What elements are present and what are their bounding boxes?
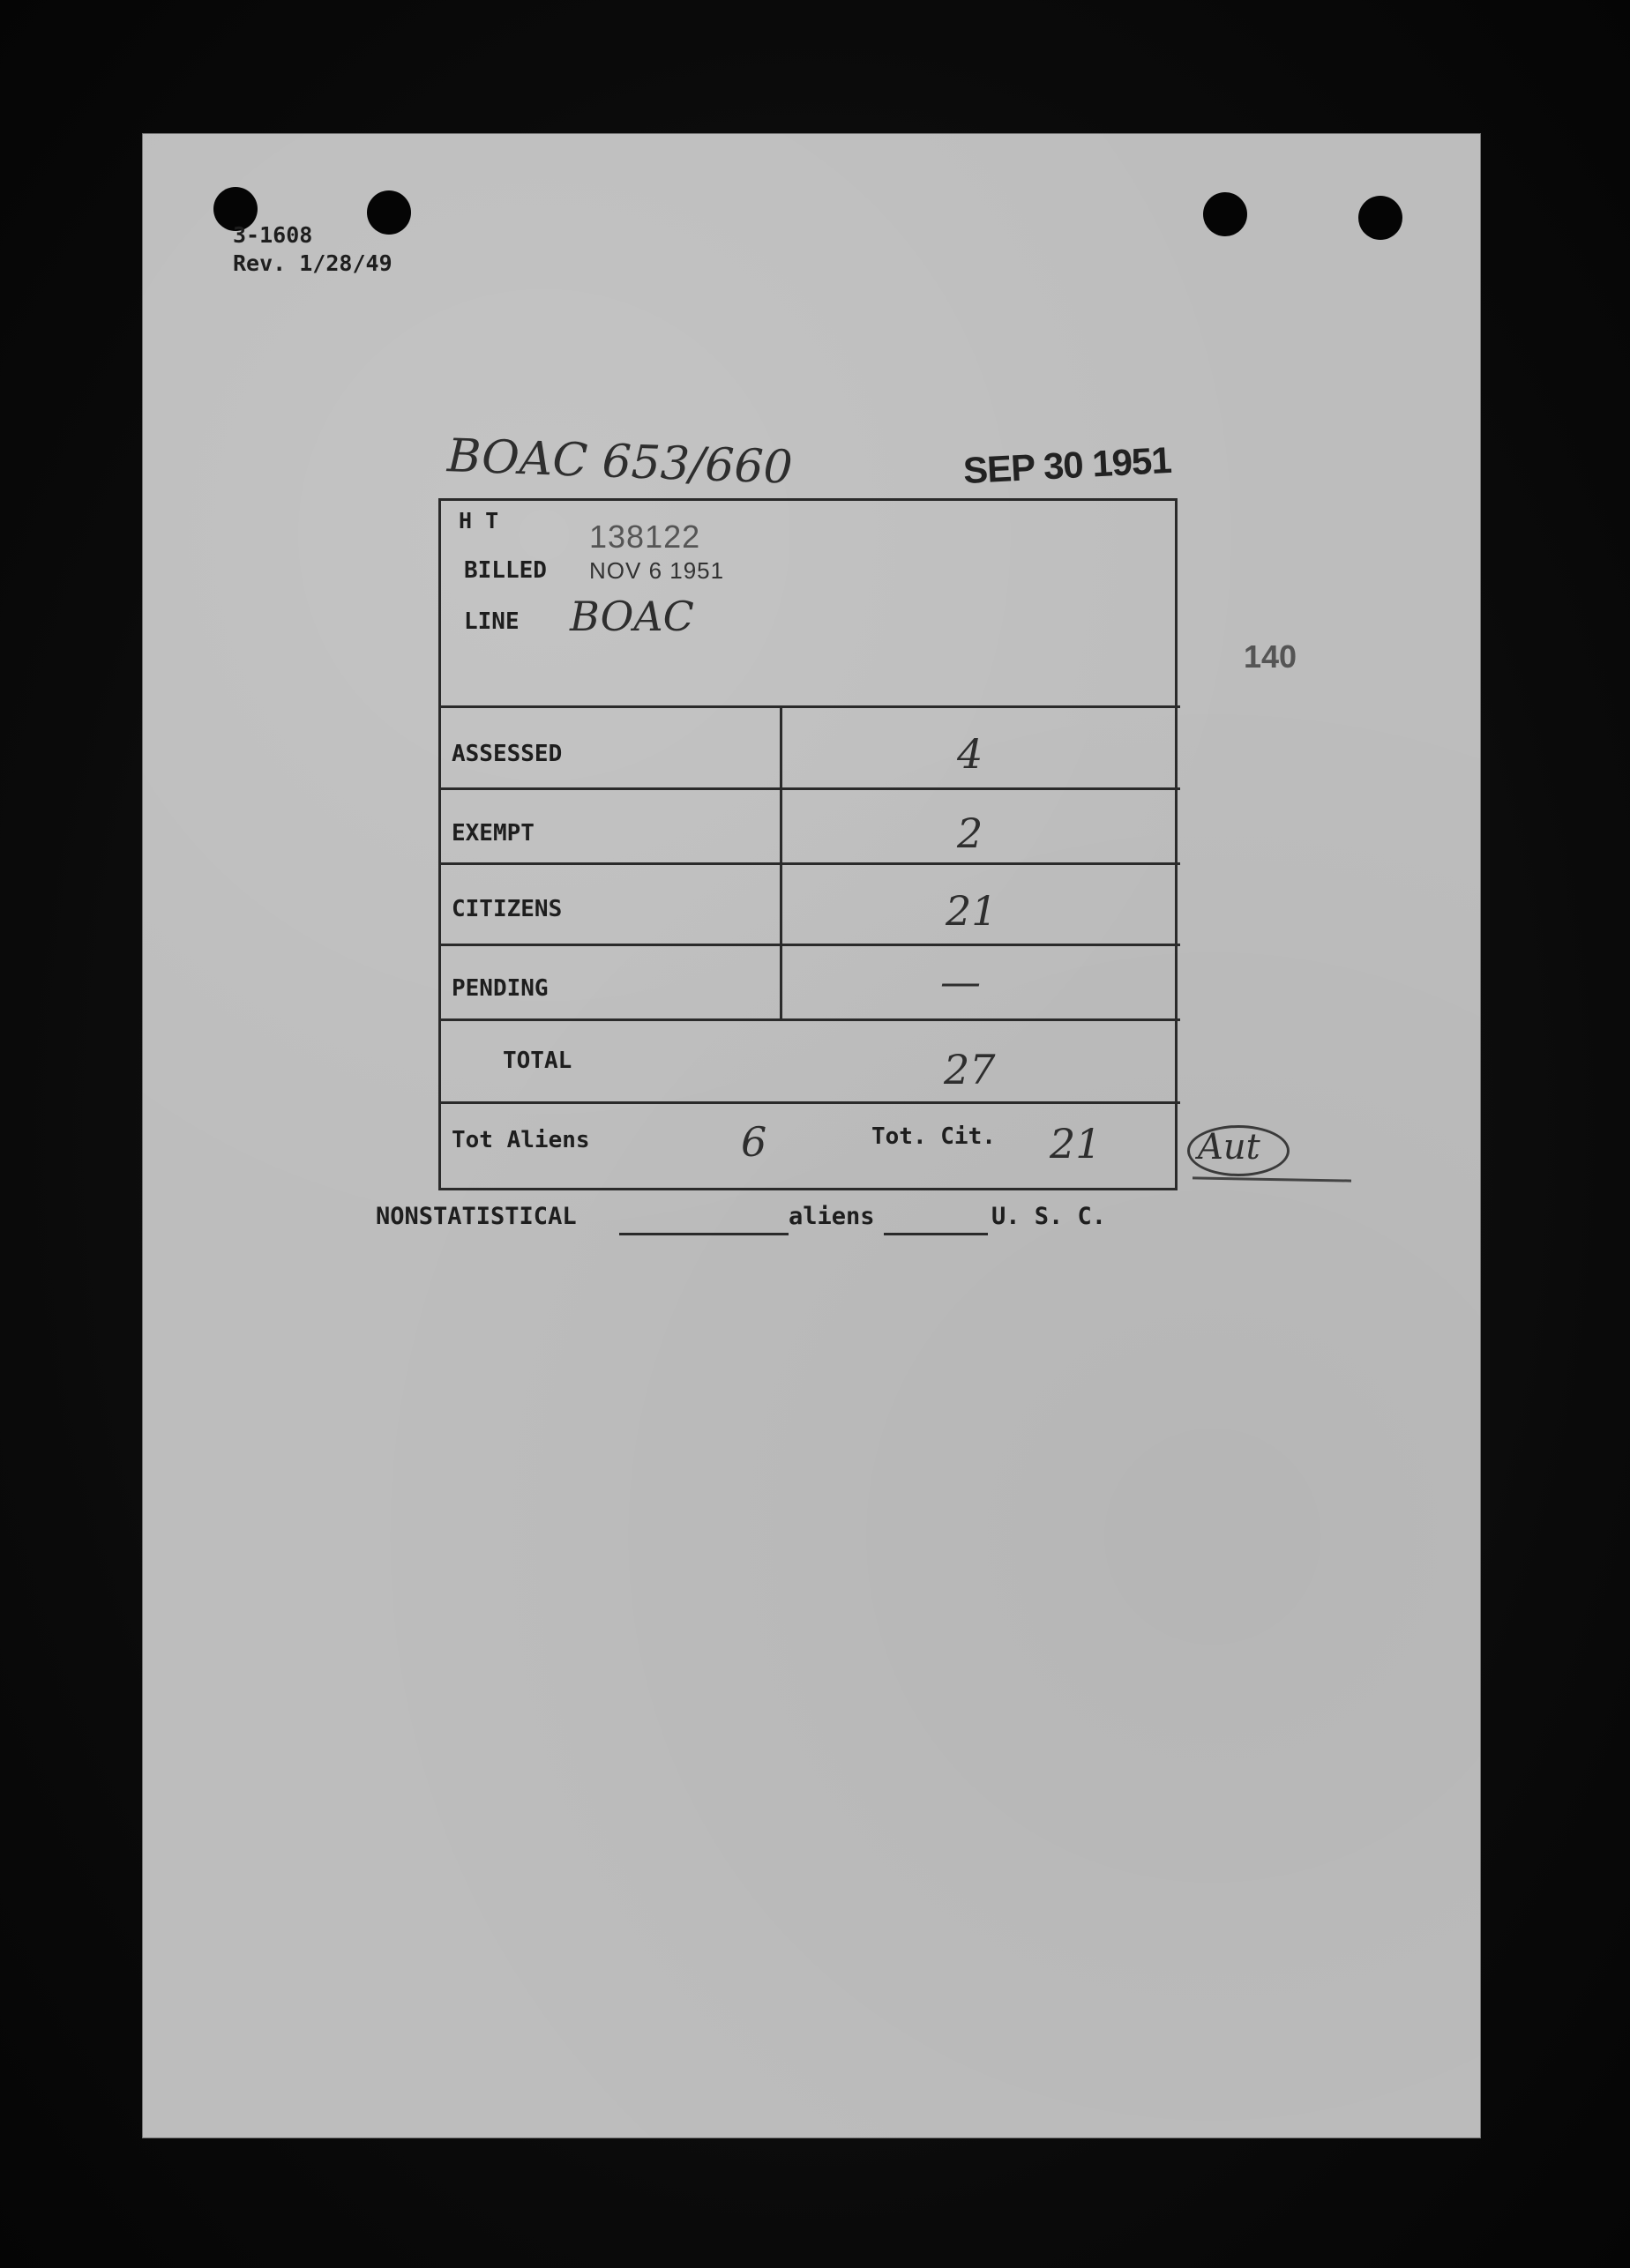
aliens-label: aliens: [789, 1203, 875, 1230]
tot-cit-label: Tot. Cit.: [871, 1123, 996, 1150]
total-label: TOTAL: [503, 1048, 572, 1074]
row-label-citizens: CITIZENS: [452, 896, 563, 922]
ht-value: 138122: [589, 519, 701, 555]
tot-cit-value: 21: [1050, 1120, 1102, 1168]
tot-aliens-value: 6: [741, 1118, 767, 1166]
row-divider: [441, 862, 1180, 865]
punch-hole: [1358, 196, 1402, 240]
form-revision: Rev. 1/28/49: [233, 250, 393, 276]
billed-label: BILLED: [464, 557, 547, 584]
row-value-citizens: 21: [946, 887, 998, 935]
row-label-pending: PENDING: [452, 975, 549, 1002]
nonstatistical-label: NONSTATISTICAL: [376, 1203, 577, 1230]
row-label-exempt: EXEMPT: [452, 820, 535, 847]
row-divider: [441, 787, 1180, 790]
punch-hole: [367, 190, 411, 235]
total-value: 27: [944, 1046, 996, 1093]
punch-hole: [1203, 192, 1247, 236]
usc-label: U. S. C.: [991, 1203, 1107, 1230]
aliens-blank: [884, 1233, 988, 1235]
line-value: BOAC: [570, 593, 694, 640]
form-number: 3-1608: [233, 222, 313, 248]
initials-underline: [1193, 1176, 1351, 1182]
section-divider: [441, 705, 1180, 708]
tally-form-box: [438, 498, 1178, 1190]
nonstatistical-blank: [619, 1233, 789, 1235]
row-value-assessed: 4: [957, 730, 983, 778]
handwritten-initials: Aut: [1198, 1127, 1260, 1168]
handwritten-flight-numbers: BOAC 653/660: [446, 429, 794, 495]
billed-value: NOV 6 1951: [589, 557, 725, 584]
row-divider: [441, 1018, 1180, 1021]
ht-label: H T: [459, 508, 499, 533]
row-label-assessed: ASSESSED: [452, 741, 563, 767]
row-divider: [441, 944, 1180, 946]
row-value-pending: —: [940, 958, 981, 1005]
row-value-exempt: 2: [957, 809, 983, 857]
line-label: LINE: [464, 608, 520, 635]
row-divider: [441, 1101, 1180, 1104]
page-number: 140: [1244, 638, 1297, 675]
tot-aliens-label: Tot Aliens: [452, 1127, 590, 1153]
date-stamp: SEP 30 1951: [961, 438, 1172, 492]
initials-loop: [1187, 1125, 1290, 1176]
